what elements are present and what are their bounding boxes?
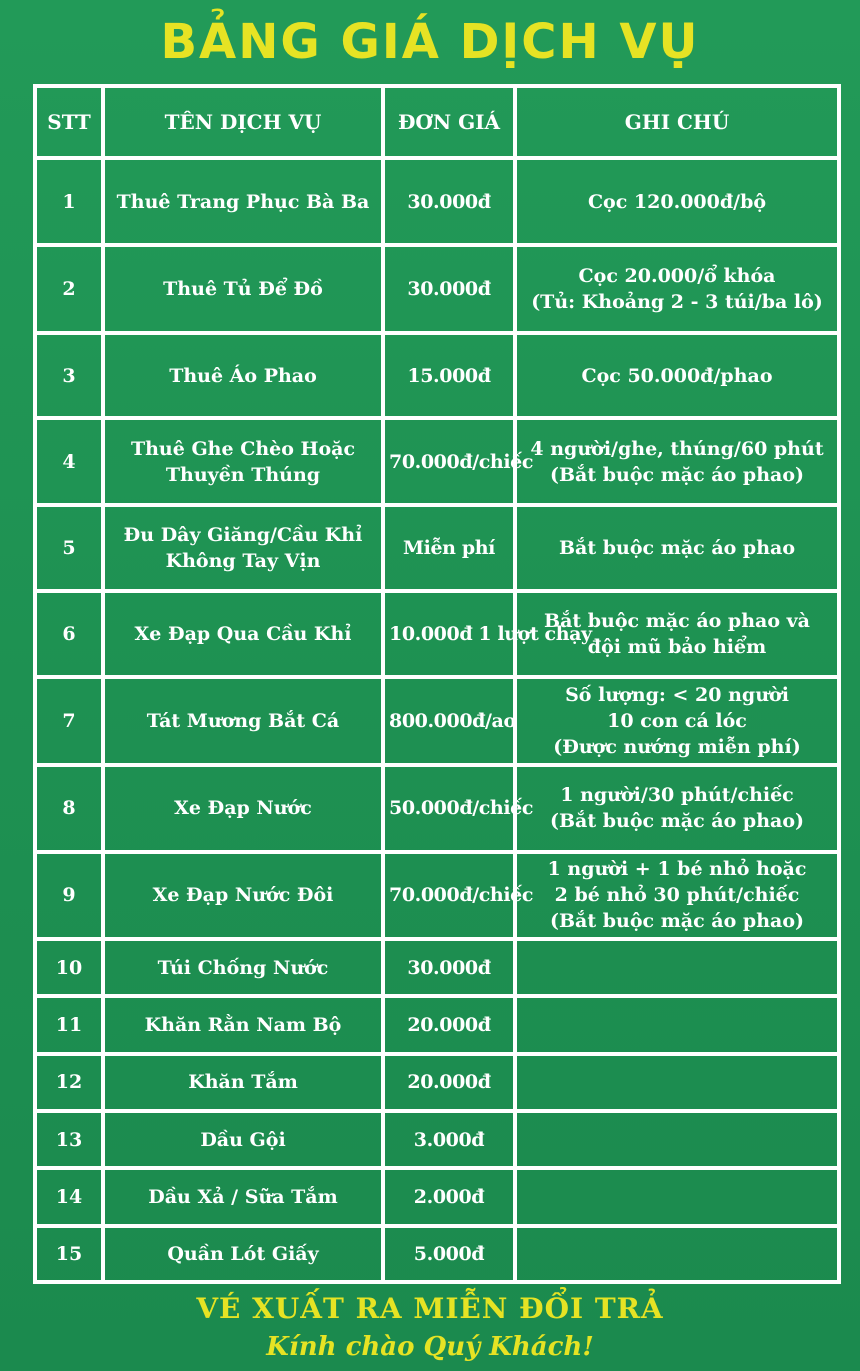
header-stt: STT bbox=[35, 86, 103, 158]
row-unit-price: 10.000đ 1 lượt chạy bbox=[383, 591, 515, 676]
table-row bbox=[35, 591, 839, 676]
row-unit-price: 30.000đ bbox=[383, 158, 515, 245]
row-service-name: Quần Lót Giấy bbox=[103, 1226, 383, 1282]
row-stt: 5 bbox=[35, 505, 103, 591]
row-note: Bắt buộc mặc áo phao bbox=[515, 505, 839, 591]
row-note bbox=[515, 939, 839, 996]
row-unit-price: 20.000đ bbox=[383, 1054, 515, 1111]
row-unit-price: 3.000đ bbox=[383, 1111, 515, 1168]
row-stt: 8 bbox=[35, 765, 103, 851]
row-note bbox=[515, 1168, 839, 1225]
row-stt: 3 bbox=[35, 333, 103, 418]
row-stt: 2 bbox=[35, 245, 103, 332]
row-note: 1 người/30 phút/chiếc (Bắt buộc mặc áo phao) bbox=[515, 765, 839, 851]
footer-notice: VÉ XUẤT RA MIỄN ĐỔI TRẢ bbox=[196, 1292, 664, 1325]
row-unit-price: 800.000đ/ao bbox=[383, 677, 515, 765]
row-note: 4 người/ghe, thúng/60 phút (Bắt buộc mặc áo phao) bbox=[515, 418, 839, 504]
row-stt: 4 bbox=[35, 418, 103, 504]
row-stt: 14 bbox=[35, 1168, 103, 1225]
table-row bbox=[35, 765, 839, 851]
row-unit-price: 50.000đ/chiếc bbox=[383, 765, 515, 851]
row-note: Cọc 50.000đ/phao bbox=[515, 333, 839, 418]
row-note: Cọc 20.000/ổ khóa (Tủ: Khoảng 2 - 3 túi/ba lô) bbox=[515, 245, 839, 332]
table-row bbox=[35, 418, 839, 504]
table-row bbox=[35, 1111, 839, 1168]
page-title: BẢNG GIÁ DỊCH VỤ bbox=[160, 14, 700, 70]
footer-greeting: Kính chào Quý Khách! bbox=[266, 1332, 594, 1362]
row-unit-price: 2.000đ bbox=[383, 1168, 515, 1225]
table-row bbox=[35, 158, 839, 245]
table-row bbox=[35, 1054, 839, 1111]
table-header-row bbox=[35, 86, 839, 158]
row-unit-price: 30.000đ bbox=[383, 939, 515, 996]
row-unit-price: 5.000đ bbox=[383, 1226, 515, 1282]
row-stt: 7 bbox=[35, 677, 103, 765]
row-stt: 6 bbox=[35, 591, 103, 676]
table-row bbox=[35, 333, 839, 418]
row-service-name: Túi Chống Nước bbox=[103, 939, 383, 996]
row-service-name: Tát Mương Bắt Cá bbox=[103, 677, 383, 765]
row-service-name: Xe Đạp Nước bbox=[103, 765, 383, 851]
row-note bbox=[515, 1111, 839, 1168]
row-service-name: Thuê Tủ Để Đồ bbox=[103, 245, 383, 332]
row-unit-price: 30.000đ bbox=[383, 245, 515, 332]
row-service-name: Dầu Xả / Sữa Tắm bbox=[103, 1168, 383, 1225]
price-table bbox=[33, 84, 841, 1284]
row-service-name: Thuê Ghe Chèo Hoặc Thuyền Thúng bbox=[103, 418, 383, 504]
row-stt: 10 bbox=[35, 939, 103, 996]
row-unit-price: 70.000đ/chiếc bbox=[383, 418, 515, 504]
row-note: Cọc 120.000đ/bộ bbox=[515, 158, 839, 245]
row-note bbox=[515, 1054, 839, 1111]
row-service-name: Thuê Áo Phao bbox=[103, 333, 383, 418]
row-stt: 1 bbox=[35, 158, 103, 245]
row-stt: 11 bbox=[35, 996, 103, 1053]
table-row bbox=[35, 852, 839, 939]
row-unit-price: 70.000đ/chiếc bbox=[383, 852, 515, 939]
row-stt: 15 bbox=[35, 1226, 103, 1282]
row-unit-price: 15.000đ bbox=[383, 333, 515, 418]
row-service-name: Thuê Trang Phục Bà Ba bbox=[103, 158, 383, 245]
table-row bbox=[35, 677, 839, 765]
row-unit-price: Miễn phí bbox=[383, 505, 515, 591]
table-row bbox=[35, 1168, 839, 1225]
row-stt: 12 bbox=[35, 1054, 103, 1111]
row-service-name: Xe Đạp Qua Cầu Khỉ bbox=[103, 591, 383, 676]
table-row bbox=[35, 505, 839, 591]
header-note: GHI CHÚ bbox=[515, 86, 839, 158]
row-stt: 9 bbox=[35, 852, 103, 939]
row-service-name: Dầu Gội bbox=[103, 1111, 383, 1168]
header-service-name: TÊN DỊCH VỤ bbox=[103, 86, 383, 158]
row-note: Bắt buộc mặc áo phao và đội mũ bảo hiểm bbox=[515, 591, 839, 676]
row-note: 1 người + 1 bé nhỏ hoặc 2 bé nhỏ 30 phút/chiếc (Bắt buộc mặc áo phao) bbox=[515, 852, 839, 939]
row-service-name: Khăn Tắm bbox=[103, 1054, 383, 1111]
row-service-name: Khăn Rằn Nam Bộ bbox=[103, 996, 383, 1053]
row-note bbox=[515, 1226, 839, 1282]
row-stt: 13 bbox=[35, 1111, 103, 1168]
row-note: Số lượng: < 20 người 10 con cá lóc (Được nướng miễn phí) bbox=[515, 677, 839, 765]
table-row bbox=[35, 245, 839, 332]
table-row bbox=[35, 939, 839, 996]
table-row bbox=[35, 1226, 839, 1282]
row-note bbox=[515, 996, 839, 1053]
table-row bbox=[35, 996, 839, 1053]
header-unit-price: ĐƠN GIÁ bbox=[383, 86, 515, 158]
row-service-name: Đu Dây Giăng/Cầu Khỉ Không Tay Vịn bbox=[103, 505, 383, 591]
row-unit-price: 20.000đ bbox=[383, 996, 515, 1053]
row-service-name: Xe Đạp Nước Đôi bbox=[103, 852, 383, 939]
